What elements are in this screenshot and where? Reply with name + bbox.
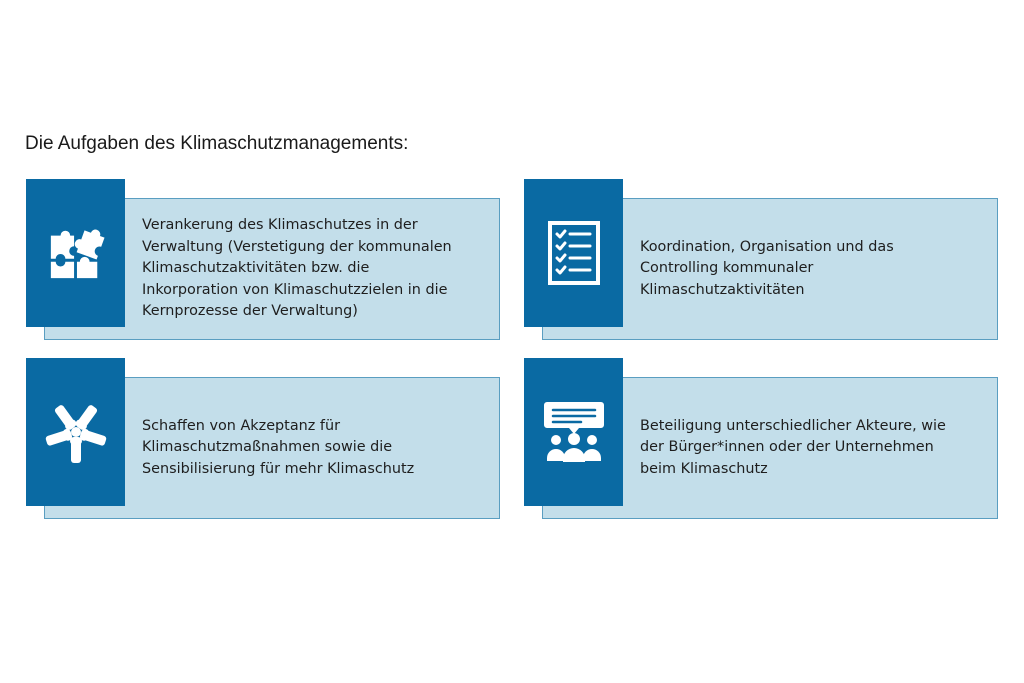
task-card-integration: [26, 179, 502, 342]
card-text: Beteiligung unterschiedlicher Akteure, wie der Bürger*innen oder der Unternehmen beim Klimaschutz: [640, 417, 946, 477]
group-chat-icon: [543, 400, 605, 464]
task-card-coordination: [524, 179, 1000, 342]
card-icon-box: [26, 358, 125, 506]
checklist-icon: [546, 220, 602, 286]
page-title: Die Aufgaben des Klimaschutzmanagements:: [25, 133, 409, 154]
task-card-participation: [524, 358, 1000, 521]
card-text: Koordination, Organisation und das Controlling kommunaler Klimaschutzaktivitäten: [640, 238, 894, 298]
puzzle-icon: [47, 224, 105, 282]
card-icon-box: [26, 179, 125, 327]
card-icon-box: [524, 179, 623, 327]
card-text: Verankerung des Klimaschutzes in der Verwaltung (Verstetigung der kommunalen Klimaschutzaktivitäten bzw. die Inkorporation von Klimaschutzzielen in die Kernprozesse der Verwaltung): [142, 217, 452, 320]
card-text: Schaffen von Akzeptanz für Klimaschutzmaßnahmen sowie die Sensibilisierung für mehr Klimaschutz: [142, 417, 415, 477]
card-icon-box: [524, 358, 623, 506]
hands-together-icon: [39, 395, 113, 469]
task-card-acceptance: [26, 358, 502, 521]
